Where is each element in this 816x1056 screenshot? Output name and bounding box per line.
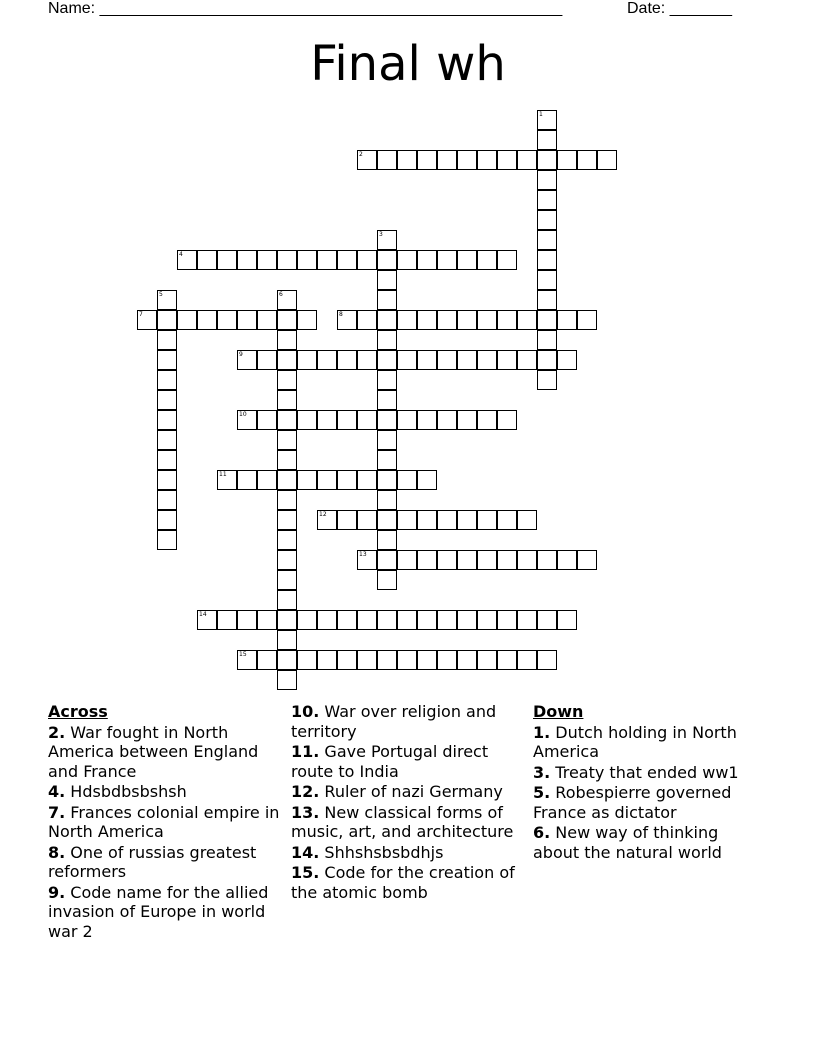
grid-cell[interactable]	[257, 410, 277, 430]
grid-cell[interactable]	[497, 310, 517, 330]
grid-cell[interactable]	[277, 630, 297, 650]
name-field-label[interactable]: Name: ____________________________________________________	[48, 0, 563, 17]
clue-item	[533, 823, 765, 862]
down-heading: Down	[533, 702, 584, 721]
grid-cell[interactable]	[237, 650, 257, 670]
grid-cell[interactable]	[277, 250, 297, 270]
clue-text: War over religion and territory	[291, 702, 497, 741]
grid-cell[interactable]	[557, 150, 577, 170]
grid-cell[interactable]	[377, 450, 397, 470]
grid-cell[interactable]	[457, 410, 477, 430]
clue-number: 3.	[533, 762, 551, 782]
clue-item	[291, 702, 523, 741]
grid-cell[interactable]	[277, 370, 297, 390]
grid-cell[interactable]	[577, 150, 597, 170]
grid-cell[interactable]	[537, 230, 557, 250]
grid-cell[interactable]	[457, 510, 477, 530]
grid-cell[interactable]	[477, 310, 497, 330]
grid-cell[interactable]	[297, 310, 317, 330]
grid-cell[interactable]	[277, 530, 297, 550]
grid-cell[interactable]	[317, 250, 337, 270]
grid-cell[interactable]	[397, 610, 417, 630]
grid-cell[interactable]	[517, 610, 537, 630]
grid-cell[interactable]	[397, 650, 417, 670]
grid-cell[interactable]	[157, 310, 177, 330]
grid-cell[interactable]	[397, 410, 417, 430]
grid-cell[interactable]	[437, 350, 457, 370]
cell-number: 9	[239, 351, 243, 358]
grid-cell[interactable]	[497, 410, 517, 430]
clue-text: Gave Portugal direct route to India	[291, 742, 489, 781]
clue-number: 13.	[291, 802, 320, 822]
grid-cell[interactable]	[157, 450, 177, 470]
grid-cell[interactable]	[257, 250, 277, 270]
grid-cell[interactable]	[217, 310, 237, 330]
grid-cell[interactable]	[277, 290, 297, 310]
grid-cell[interactable]	[297, 410, 317, 430]
grid-cell[interactable]	[557, 310, 577, 330]
clues-across-column-continued	[291, 702, 523, 903]
grid-cell[interactable]	[437, 550, 457, 570]
grid-cell[interactable]	[457, 250, 477, 270]
grid-cell[interactable]	[277, 610, 297, 630]
grid-cell[interactable]	[537, 550, 557, 570]
grid-cell[interactable]	[377, 530, 397, 550]
grid-cell[interactable]	[517, 310, 537, 330]
grid-cell[interactable]	[457, 550, 477, 570]
grid-cell[interactable]	[377, 470, 397, 490]
grid-cell[interactable]	[337, 510, 357, 530]
grid-cell[interactable]	[297, 610, 317, 630]
grid-cell[interactable]	[337, 610, 357, 630]
grid-cell[interactable]	[577, 310, 597, 330]
grid-cell[interactable]	[277, 570, 297, 590]
grid-cell[interactable]	[277, 670, 297, 690]
grid-cell[interactable]	[277, 490, 297, 510]
grid-cell[interactable]	[397, 350, 417, 370]
grid-cell[interactable]	[477, 510, 497, 530]
grid-cell[interactable]	[277, 390, 297, 410]
grid-cell[interactable]	[197, 310, 217, 330]
grid-cell[interactable]	[217, 470, 237, 490]
clue-number: 10.	[291, 702, 320, 721]
grid-cell[interactable]	[277, 430, 297, 450]
grid-cell[interactable]	[557, 550, 577, 570]
clue-number: 12.	[291, 782, 320, 801]
grid-cell[interactable]	[257, 310, 277, 330]
grid-cell[interactable]	[377, 230, 397, 250]
cell-number: 2	[359, 151, 363, 158]
grid-cell[interactable]	[477, 410, 497, 430]
grid-cell[interactable]	[157, 330, 177, 350]
clue-text: Hdsbdbsbshsh	[65, 782, 187, 801]
clue-number: 5.	[533, 783, 551, 802]
grid-cell[interactable]	[157, 410, 177, 430]
cell-number: 3	[379, 231, 383, 238]
grid-cell[interactable]	[317, 470, 337, 490]
clue-number: 11.	[291, 742, 320, 761]
clue-item	[533, 723, 765, 762]
grid-cell[interactable]	[277, 450, 297, 470]
clue-text: Code name for the allied invasion of Europe in world war 2	[48, 882, 269, 941]
grid-cell[interactable]	[597, 150, 617, 170]
grid-cell[interactable]	[257, 610, 277, 630]
clue-text: New way of thinking about the natural world	[533, 823, 722, 862]
grid-cell[interactable]	[537, 250, 557, 270]
grid-cell[interactable]	[497, 350, 517, 370]
grid-cell[interactable]	[297, 650, 317, 670]
cell-number: 15	[239, 651, 247, 658]
page-title: Final wh	[310, 36, 506, 92]
clue-item	[291, 742, 523, 781]
grid-cell[interactable]	[157, 490, 177, 510]
grid-cell[interactable]	[357, 470, 377, 490]
grid-cell[interactable]	[237, 250, 257, 270]
across-clue-list	[48, 723, 280, 942]
grid-cell[interactable]	[397, 250, 417, 270]
grid-cell[interactable]	[357, 410, 377, 430]
grid-cell[interactable]	[417, 650, 437, 670]
grid-cell[interactable]	[317, 410, 337, 430]
cell-number: 1	[539, 111, 543, 118]
grid-cell[interactable]	[157, 530, 177, 550]
grid-cell[interactable]	[417, 550, 437, 570]
grid-cell[interactable]	[217, 610, 237, 630]
grid-cell[interactable]	[337, 470, 357, 490]
grid-cell[interactable]	[417, 250, 437, 270]
grid-cell[interactable]	[477, 650, 497, 670]
grid-cell[interactable]	[437, 510, 457, 530]
clue-text: Code for the creation of the atomic bomb	[291, 863, 515, 902]
grid-cell[interactable]	[157, 390, 177, 410]
grid-cell[interactable]	[517, 550, 537, 570]
grid-cell[interactable]	[377, 490, 397, 510]
grid-cell[interactable]	[537, 650, 557, 670]
grid-cell[interactable]	[517, 350, 537, 370]
grid-cell[interactable]	[237, 350, 257, 370]
grid-cell[interactable]	[377, 410, 397, 430]
across-clue-list-continued	[291, 702, 523, 902]
clue-item	[533, 783, 765, 822]
cell-number: 13	[359, 551, 367, 558]
grid-cell[interactable]	[277, 330, 297, 350]
clue-text: Ruler of nazi Germany	[319, 782, 503, 801]
grid-cell[interactable]	[297, 350, 317, 370]
grid-cell[interactable]	[477, 150, 497, 170]
cell-number: 4	[179, 251, 183, 258]
grid-cell[interactable]	[397, 470, 417, 490]
grid-cell[interactable]	[377, 610, 397, 630]
grid-cell[interactable]	[497, 250, 517, 270]
grid-cell[interactable]	[517, 650, 537, 670]
clue-number: 1.	[533, 722, 551, 742]
grid-cell[interactable]	[397, 550, 417, 570]
grid-cell[interactable]	[417, 610, 437, 630]
clues-down-column	[533, 702, 765, 863]
cell-number: 8	[339, 311, 343, 318]
grid-cell[interactable]	[377, 310, 397, 330]
grid-cell[interactable]	[377, 250, 397, 270]
clue-item	[291, 843, 523, 863]
grid-cell[interactable]	[277, 650, 297, 670]
clue-number: 9.	[48, 882, 66, 902]
grid-cell[interactable]	[497, 550, 517, 570]
grid-cell[interactable]	[437, 250, 457, 270]
grid-cell[interactable]	[277, 310, 297, 330]
grid-cell[interactable]	[377, 350, 397, 370]
grid-cell[interactable]	[537, 290, 557, 310]
grid-cell[interactable]	[157, 350, 177, 370]
grid-cell[interactable]	[157, 470, 177, 490]
grid-cell[interactable]	[517, 150, 537, 170]
clue-item	[533, 763, 765, 783]
clue-number: 4.	[48, 782, 66, 801]
grid-cell[interactable]	[237, 410, 257, 430]
grid-cell[interactable]	[417, 410, 437, 430]
grid-cell[interactable]	[337, 410, 357, 430]
clue-item	[291, 803, 523, 842]
down-clue-list	[533, 723, 765, 863]
grid-cell[interactable]	[277, 350, 297, 370]
clue-item	[48, 843, 280, 882]
grid-cell[interactable]	[177, 250, 197, 270]
clue-number: 2.	[48, 722, 66, 742]
grid-cell[interactable]	[357, 510, 377, 530]
grid-cell[interactable]	[357, 250, 377, 270]
grid-cell[interactable]	[537, 350, 557, 370]
grid-cell[interactable]	[197, 250, 217, 270]
grid-cell[interactable]	[417, 470, 437, 490]
grid-cell[interactable]	[457, 350, 477, 370]
grid-cell[interactable]	[297, 470, 317, 490]
grid-cell[interactable]	[217, 250, 237, 270]
grid-cell[interactable]	[517, 510, 537, 530]
grid-cell[interactable]	[377, 150, 397, 170]
clue-text: Shhshsbsbdhjs	[319, 842, 444, 862]
across-heading: Across	[48, 702, 108, 721]
grid-cell[interactable]	[377, 650, 397, 670]
grid-cell[interactable]	[337, 310, 357, 330]
grid-cell[interactable]	[437, 150, 457, 170]
grid-cell[interactable]	[377, 570, 397, 590]
grid-cell[interactable]	[497, 650, 517, 670]
grid-cell[interactable]	[297, 250, 317, 270]
grid-cell[interactable]	[477, 610, 497, 630]
grid-cell[interactable]	[357, 610, 377, 630]
grid-cell[interactable]	[537, 610, 557, 630]
grid-cell[interactable]	[357, 650, 377, 670]
grid-cell[interactable]	[457, 650, 477, 670]
grid-cell[interactable]	[477, 350, 497, 370]
grid-cell[interactable]	[277, 510, 297, 530]
cell-number: 14	[199, 611, 207, 618]
grid-cell[interactable]	[357, 150, 377, 170]
grid-cell[interactable]	[337, 250, 357, 270]
grid-cell[interactable]	[537, 150, 557, 170]
grid-cell[interactable]	[197, 610, 217, 630]
grid-cell[interactable]	[537, 270, 557, 290]
grid-cell[interactable]	[317, 350, 337, 370]
grid-cell[interactable]	[317, 610, 337, 630]
clue-item	[291, 863, 523, 902]
grid-cell[interactable]	[437, 610, 457, 630]
grid-cell[interactable]	[337, 650, 357, 670]
grid-cell[interactable]	[417, 150, 437, 170]
clue-text: Frances colonial empire in North America	[48, 802, 280, 841]
clue-item	[48, 723, 280, 782]
grid-cell[interactable]	[477, 250, 497, 270]
grid-cell[interactable]	[277, 550, 297, 570]
clue-number: 7.	[48, 802, 66, 822]
grid-cell[interactable]	[357, 550, 377, 570]
clue-number: 6.	[533, 823, 551, 842]
grid-cell[interactable]	[537, 110, 557, 130]
grid-cell[interactable]	[357, 310, 377, 330]
grid-cell[interactable]	[377, 510, 397, 530]
grid-cell[interactable]	[317, 510, 337, 530]
grid-cell[interactable]	[397, 510, 417, 530]
clue-text: War fought in North America between England and France	[48, 722, 259, 781]
grid-cell[interactable]	[377, 550, 397, 570]
grid-cell[interactable]	[537, 170, 557, 190]
clue-number: 15.	[291, 863, 320, 882]
grid-cell[interactable]	[277, 410, 297, 430]
grid-cell[interactable]	[417, 510, 437, 530]
grid-cell[interactable]	[277, 470, 297, 490]
grid-cell[interactable]	[157, 430, 177, 450]
grid-cell[interactable]	[137, 310, 157, 330]
grid-cell[interactable]	[537, 190, 557, 210]
grid-cell[interactable]	[177, 310, 197, 330]
grid-cell[interactable]	[437, 310, 457, 330]
grid-cell[interactable]	[237, 470, 257, 490]
clue-text: Treaty that ended ww1	[550, 762, 739, 782]
clues-across-column	[48, 702, 280, 942]
grid-cell[interactable]	[457, 310, 477, 330]
clue-item	[48, 803, 280, 842]
grid-cell[interactable]	[537, 330, 557, 350]
grid-cell[interactable]	[397, 150, 417, 170]
clue-text: Dutch holding in North America	[533, 722, 737, 761]
grid-cell[interactable]	[417, 310, 437, 330]
grid-cell[interactable]	[237, 610, 257, 630]
grid-cell[interactable]	[557, 350, 577, 370]
grid-cell[interactable]	[377, 370, 397, 390]
grid-cell[interactable]	[357, 350, 377, 370]
cell-number: 6	[279, 291, 283, 298]
grid-cell[interactable]	[157, 510, 177, 530]
clue-number: 14.	[291, 842, 320, 862]
grid-cell[interactable]	[557, 610, 577, 630]
grid-cell[interactable]	[237, 310, 257, 330]
grid-cell[interactable]	[377, 430, 397, 450]
clue-text: Robespierre governed France as dictator	[533, 783, 732, 822]
grid-cell[interactable]	[157, 290, 177, 310]
grid-cell[interactable]	[537, 370, 557, 390]
grid-cell[interactable]	[537, 130, 557, 150]
grid-cell[interactable]	[397, 310, 417, 330]
grid-cell[interactable]	[257, 350, 277, 370]
clue-item	[48, 883, 280, 942]
grid-cell[interactable]	[537, 210, 557, 230]
cell-number: 7	[139, 311, 143, 318]
grid-cell[interactable]	[497, 510, 517, 530]
cell-number: 11	[219, 471, 227, 478]
grid-cell[interactable]	[497, 150, 517, 170]
grid-cell[interactable]	[257, 650, 277, 670]
grid-cell[interactable]	[437, 650, 457, 670]
grid-cell[interactable]	[577, 550, 597, 570]
grid-cell[interactable]	[377, 290, 397, 310]
clue-number: 8.	[48, 842, 66, 862]
grid-cell[interactable]	[457, 610, 477, 630]
cell-number: 10	[239, 411, 247, 418]
cell-number: 5	[159, 291, 163, 298]
clue-text: New classical forms of music, art, and architecture	[291, 802, 514, 841]
cell-number: 12	[319, 511, 327, 518]
grid-cell[interactable]	[377, 330, 397, 350]
grid-cell[interactable]	[417, 350, 437, 370]
grid-cell[interactable]	[437, 410, 457, 430]
date-field-label[interactable]: Date: _______	[627, 0, 732, 17]
grid-cell[interactable]	[537, 310, 557, 330]
grid-cell[interactable]	[317, 650, 337, 670]
grid-cell[interactable]	[277, 590, 297, 610]
clue-item	[48, 782, 280, 802]
grid-cell[interactable]	[377, 390, 397, 410]
grid-cell[interactable]	[477, 550, 497, 570]
grid-cell[interactable]	[257, 470, 277, 490]
clue-text: One of russias greatest reformers	[48, 842, 257, 881]
grid-cell[interactable]	[337, 350, 357, 370]
grid-cell[interactable]	[377, 270, 397, 290]
grid-cell[interactable]	[497, 610, 517, 630]
clue-item	[291, 782, 523, 802]
grid-cell[interactable]	[157, 370, 177, 390]
grid-cell[interactable]	[457, 150, 477, 170]
